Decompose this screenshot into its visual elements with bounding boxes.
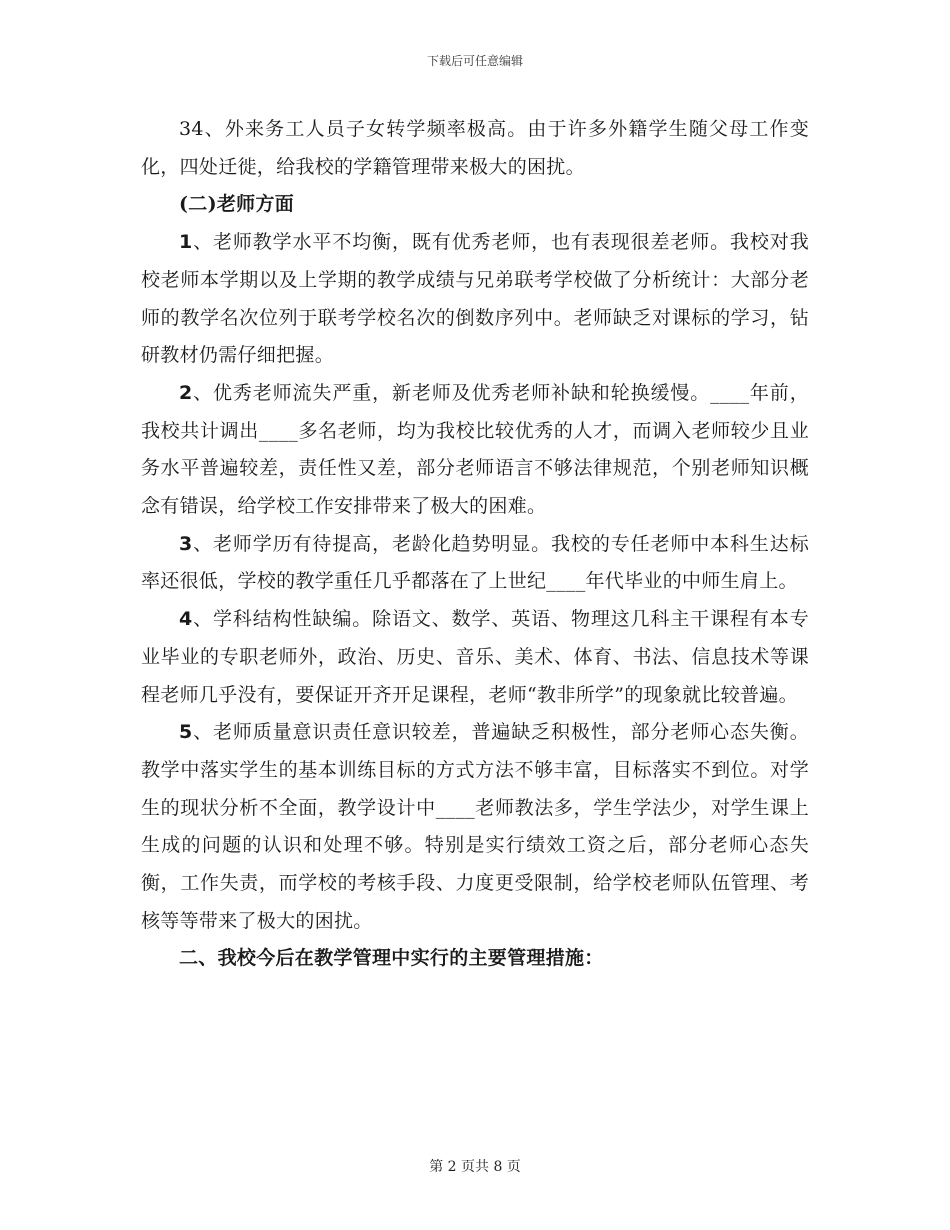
page-header: 下载后可任意编辑 [426, 54, 523, 68]
document-body [141, 111, 809, 978]
paragraph-text: 34、外来务工人员子女转学频率极高。由于许多外籍学生随父母工作变化，四处迁徙，给我校的学籍管理带来极大的困扰。 [141, 118, 809, 178]
item-number: 5 [179, 721, 193, 744]
paragraph-migrant-students [141, 111, 809, 186]
paragraph-text: 、老师学历有待提高，老龄化趋势明显。我校的专任老师中本科生达标率还很低，学校的教学重任几乎都落在了上世纪____年代毕业的中师生肩上。 [141, 532, 809, 593]
heading-text: (二)老师方面 [179, 193, 295, 216]
paragraph-item-1 [141, 224, 809, 375]
item-number: 4 [179, 608, 193, 631]
paragraph-text: 、学科结构性缺编。除语文、数学、英语、物理这几科主干课程有本专业毕业的专职老师外，政治、历史、音乐、美术、体育、书法、信息技术等课程老师几乎没有，要保证开齐开足课程，老师“教非所学”的现象就比较普遍。 [141, 608, 809, 706]
paragraph-text: 、老师质量意识责任意识较差，普遍缺乏积极性，部分老师心态失衡。教学中落实学生的基本训练目标的方式方法不够丰富，目标落实不到位。对学生的现状分析不全面，教学设计中____老师教法多，学生学法少，对学生课上生成的问题的认识和处理不够。特别是实行绩效工资之后，部分老师心态失衡，工作失责，而学校的考核手段、力度更受限制，给学校老师队伍管理、考核等等带来了极大的困扰。 [141, 721, 809, 932]
paragraph-item-2 [141, 375, 809, 526]
paragraph-item-3 [141, 526, 809, 601]
page-footer: 第 2 页共 8 页 [429, 1159, 521, 1175]
paragraph-text: 、优秀老师流失严重，新老师及优秀老师补缺和轮换缓慢。____年前，我校共计调出____多名老师，均为我校比较优秀的人才，而调入老师较少且业务水平普遍较差，责任性又差，部分老师语言不够法律规范，个别老师知识概念有错误，给学校工作安排带来了极大的困难。 [141, 381, 809, 518]
item-number: 3 [179, 532, 193, 555]
item-number: 1 [179, 231, 193, 254]
paragraph-item-4 [141, 601, 809, 714]
section-heading-teachers [141, 186, 809, 224]
section-heading-measures [141, 940, 809, 978]
item-number: 2 [179, 381, 193, 404]
paragraph-item-5 [141, 714, 809, 940]
heading-text: 二、我校今后在教学管理中实行的主要管理措施： [179, 947, 604, 970]
paragraph-text: 、老师教学水平不均衡，既有优秀老师，也有表现很差老师。我校对我校老师本学期以及上学期的教学成绩与兄弟联考学校做了分析统计：大部分老师的教学名次位列于联考学校名次的倒数序列中。老师缺乏对课标的学习，钻研教材仍需仔细把握。 [141, 231, 809, 367]
